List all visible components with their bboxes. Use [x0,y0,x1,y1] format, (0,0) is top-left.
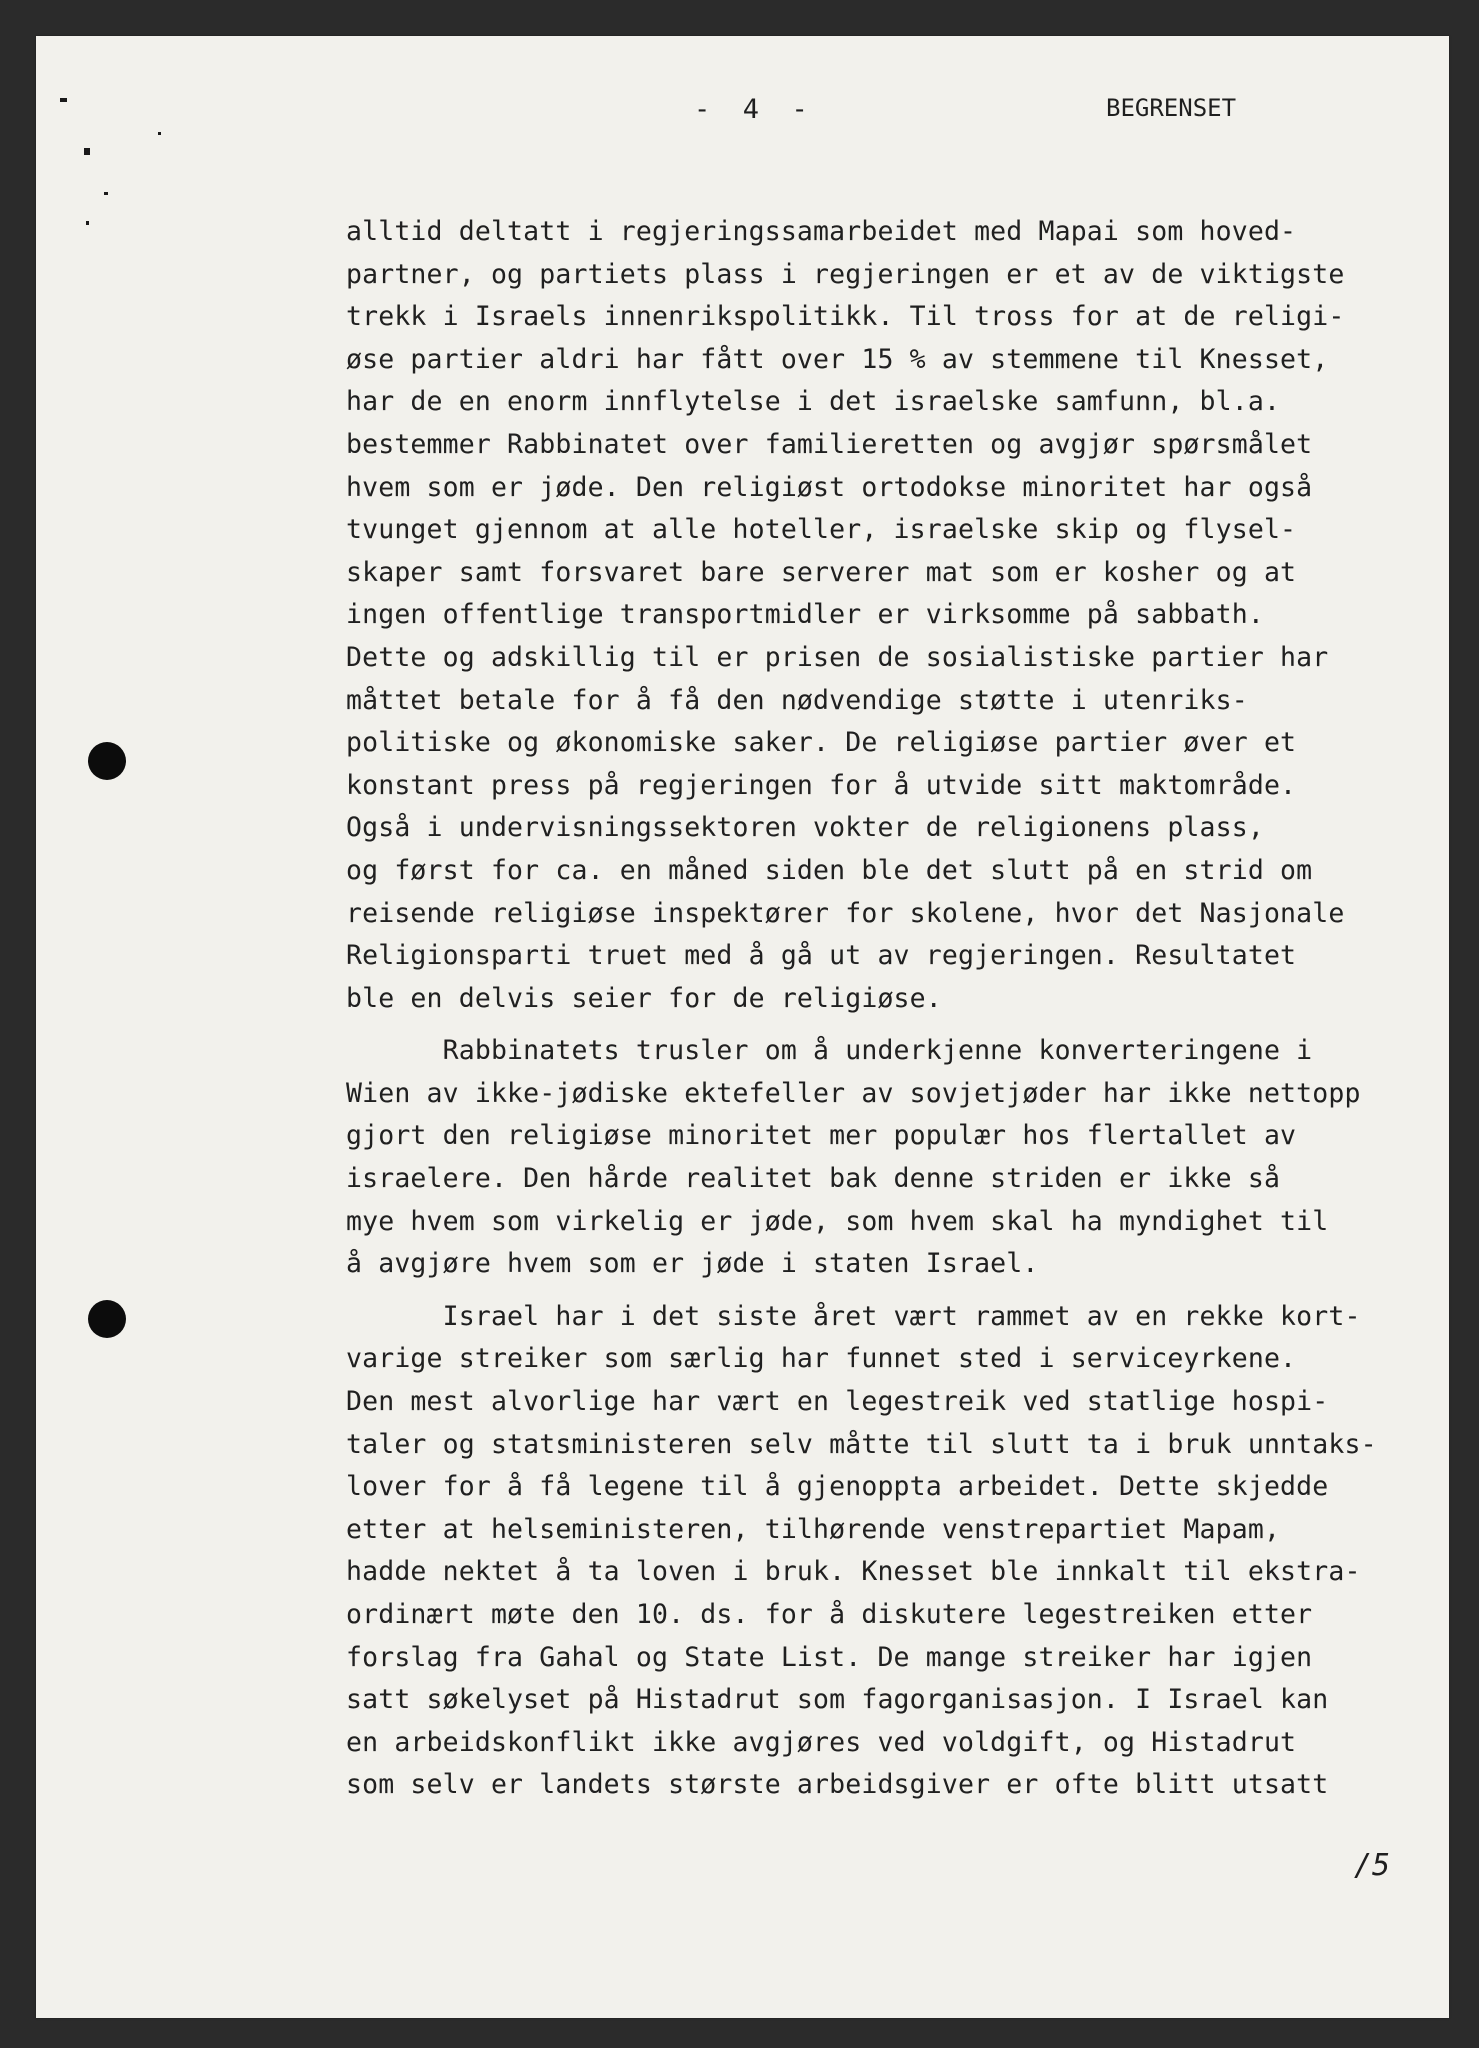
text-line: Wien av ikke-jødiske ektefeller av sovjetjøder har ikke nettopp [346,1077,1361,1109]
classification-label: BEGRENSET [1106,94,1237,122]
document-body [346,211,1446,1807]
paragraph-gap [346,1286,1446,1296]
text-line: å avgjøre hvem som er jøde i staten Israel. [346,1248,1039,1280]
text-line: etter at helseministeren, tilhørende venstrepartiet Mapam, [346,1513,1281,1545]
margin-mark [104,192,108,195]
margin-mark [86,221,89,225]
text-line: Rabbinatets trusler om å underkjenne konverteringene i [346,1035,1313,1067]
page-number: - 4 - [694,94,808,125]
margin-mark [158,132,161,135]
text-line: Den mest alvorlige har vært en legestreik ved statlige hospi- [346,1386,1329,1418]
continuation-mark: /5 [1354,1848,1391,1883]
text-line: ordinært møte den 10. ds. for å diskutere legestreiken etter [346,1599,1313,1630]
margin-mark [84,148,90,155]
text-line: har de en enorm innflytelse i det israelske samfunn, bl.a. [346,386,1281,418]
text-line: ble en delvis seier for de religiøse. [346,982,942,1014]
text-line: ingen offentlige transportmidler er virksomme på sabbath. [346,599,1264,631]
text-line: som selv er landets største arbeidsgiver er ofte blitt utsatt [346,1769,1329,1801]
text-line: partner, og partiets plass i regjeringen er et av de viktigste [346,258,1345,290]
text-line: Israel har i det siste året vært rammet av en rekke kort- [346,1300,1361,1332]
text-line: bestemmer Rabbinatet over familieretten og avgjør spørsmålet [346,428,1313,460]
paragraph [346,1030,1446,1286]
document-page [36,36,1449,2018]
text-line: øse partier aldri har fått over 15 % av stemmene til Knesset, [346,343,1329,375]
text-line: hvem som er jøde. Den religiøst ortodokse minoritet har også [346,471,1313,503]
paragraph [346,1296,1446,1807]
text-line: varige streiker som særlig har funnet sted i serviceyrkene. [346,1343,1297,1375]
text-line: måttet betale for å få den nødvendige støtte i utenriks- [346,684,1248,716]
text-line: reisende religiøse inspektører for skolene, hvor det Nasjonale [346,897,1345,929]
text-line: israelere. Den hårde realitet bak denne striden er ikke så [346,1163,1281,1195]
punch-hole [88,1300,126,1338]
punch-hole [88,742,126,780]
text-line: trekk i Israels innenrikspolitikk. Til tross for at de religi- [346,301,1345,333]
text-line: gjort den religiøse minoritet mer populær hos flertallet av [346,1120,1297,1152]
text-line: skaper samt forsvaret bare serverer mat som er kosher og at [346,556,1297,588]
paragraph-gap [346,1020,1446,1030]
margin-mark [60,98,67,102]
text-line: og først for ca. en måned siden ble det slutt på en strid om [346,854,1313,886]
text-line: Også i undervisningssektoren vokter de religionens plass, [346,812,1264,844]
text-line: forslag fra Gahal og State List. De mange streiker har igjen [346,1641,1313,1673]
text-line: politiske og økonomiske saker. De religiøse partier øver et [346,727,1297,759]
text-line: Dette og adskillig til er prisen de sosialistiske partier har [346,641,1329,673]
text-line: hadde nektet å ta loven i bruk. Knesset ble innkalt til ekstra- [346,1556,1361,1588]
text-line: satt søkelyset på Histadrut som fagorganisasjon. I Israel kan [346,1684,1329,1716]
text-line: taler og statsministeren selv måtte til slutt ta i bruk unntaks- [346,1428,1377,1460]
text-line: lover for å få legene til å gjenoppta arbeidet. Dette skjedde [346,1471,1329,1503]
text-line: konstant press på regjeringen for å utvide sitt maktområde. [346,769,1297,801]
text-line: tvunget gjennom at alle hoteller, israelske skip og flysel- [346,514,1297,546]
text-line: mye hvem som virkelig er jøde, som hvem skal ha myndighet til [346,1205,1329,1237]
text-line: en arbeidskonflikt ikke avgjøres ved voldgift, og Histadrut [346,1726,1297,1758]
text-line: Religionsparti truet med å gå ut av regjeringen. Resultatet [346,940,1297,972]
text-line: alltid deltatt i regjeringssamarbeidet med Mapai som hoved- [346,216,1297,247]
paragraph [346,211,1446,1020]
